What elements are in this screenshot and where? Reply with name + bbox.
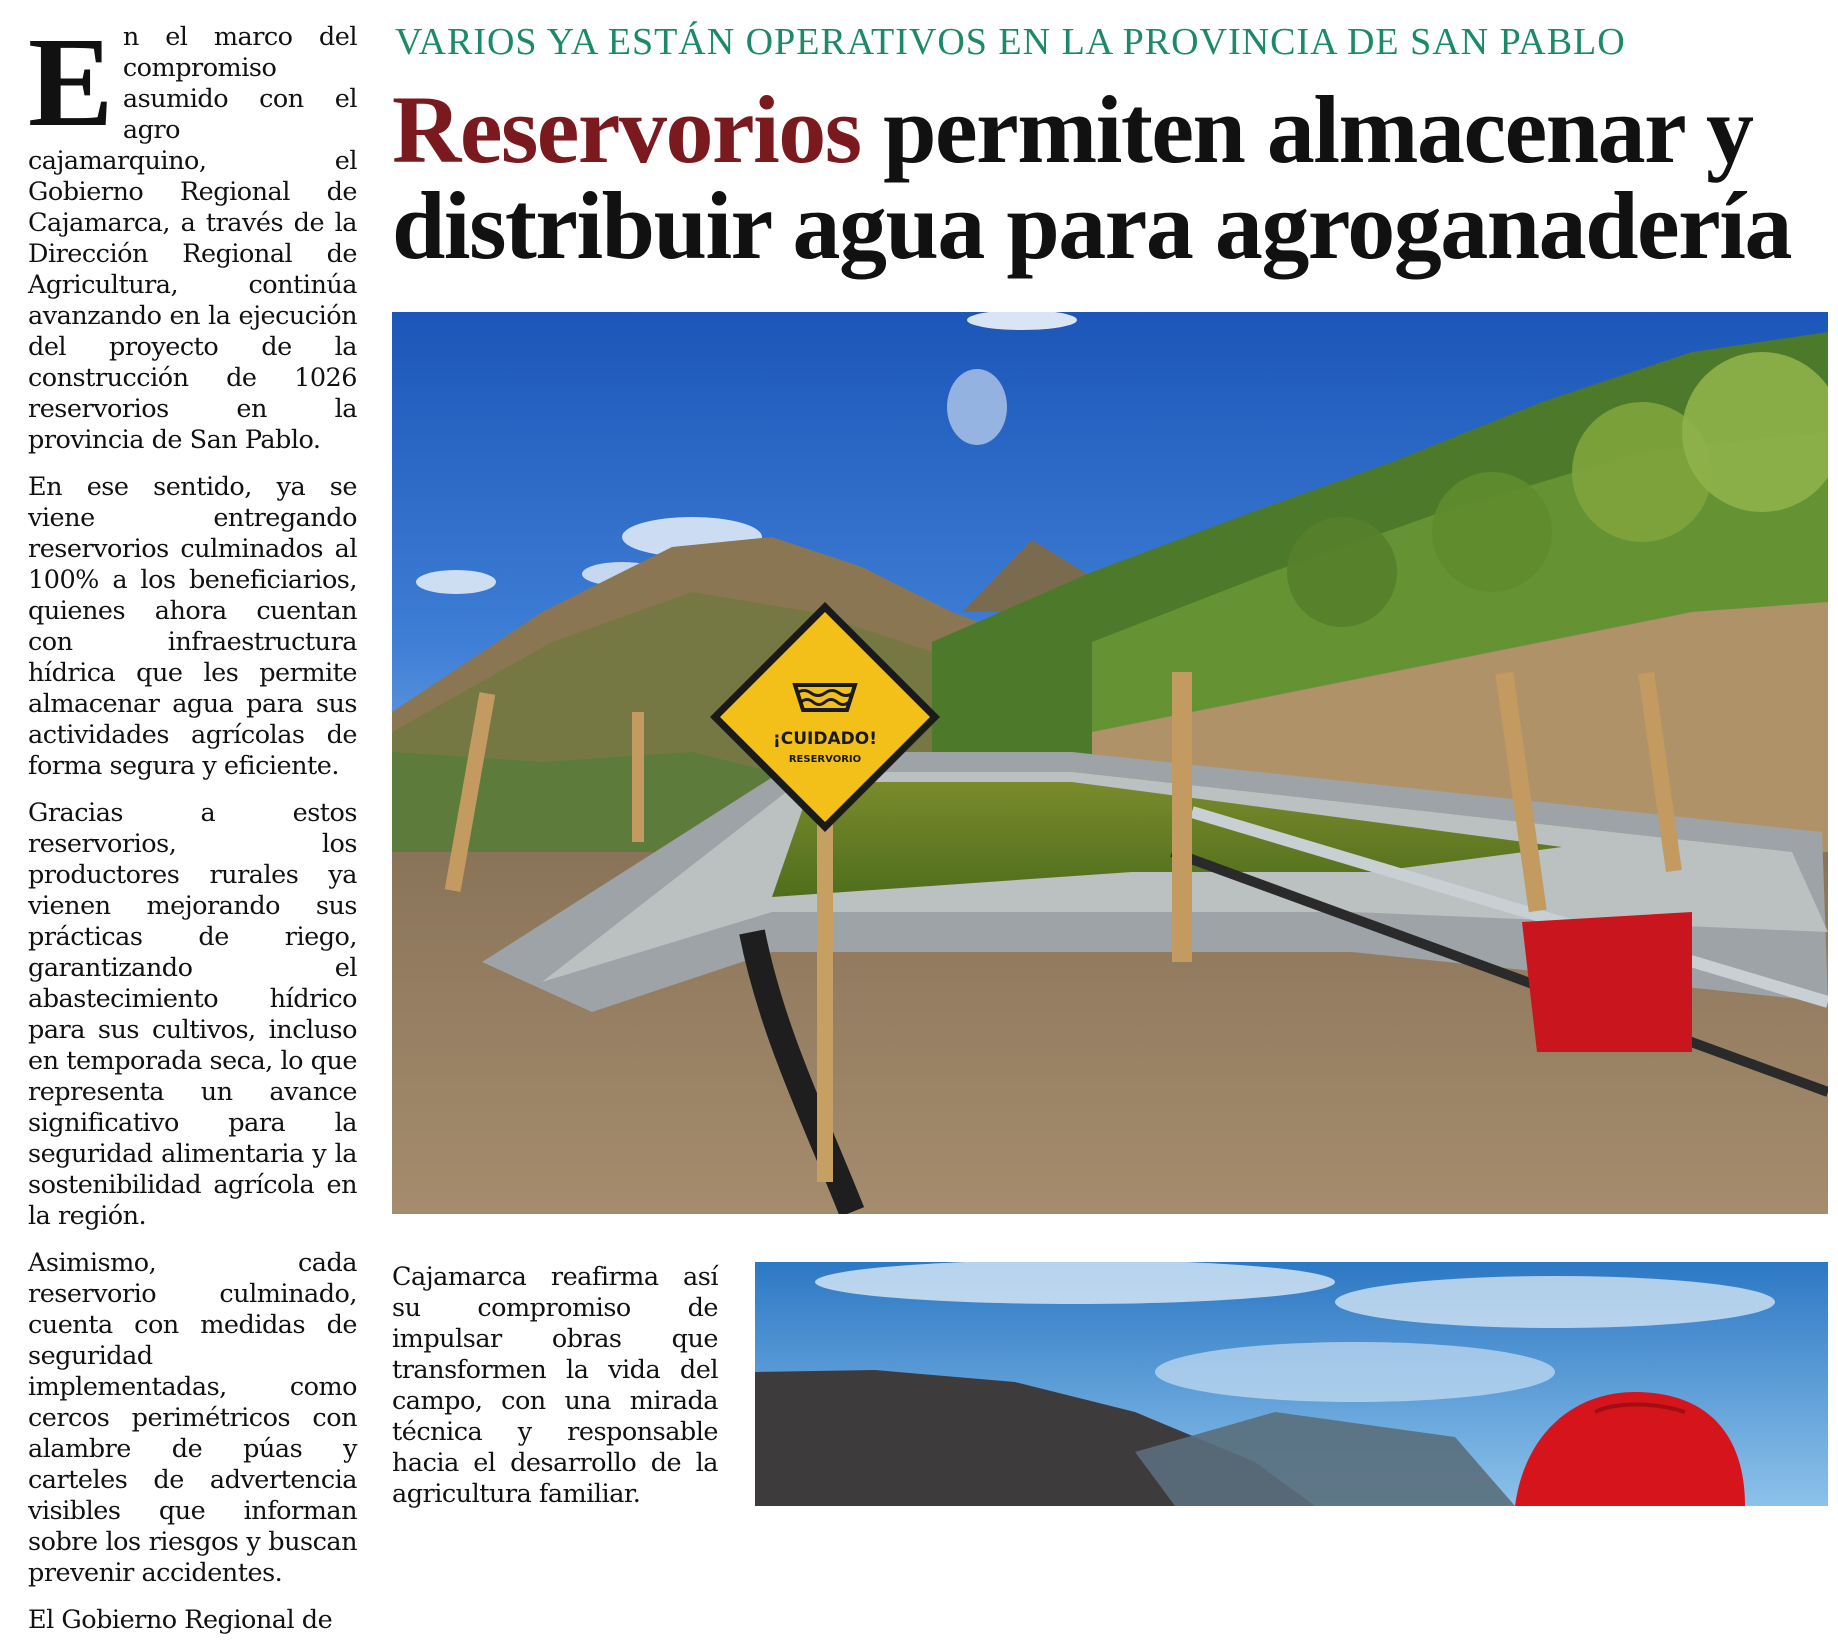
drop-cap: E xyxy=(28,11,113,153)
closing-paragraph-column xyxy=(392,1262,718,1510)
left-article-column xyxy=(28,11,357,1652)
farmer-photo-illustration xyxy=(755,1262,1828,1506)
reservoir-photo-illustration xyxy=(392,312,1828,1214)
sign-line-2: RESERVORIO xyxy=(788,754,862,765)
headline-line-1-rest: permiten almacenar y xyxy=(860,76,1753,183)
paragraph-3: Gracias a estos reservorios, los productores rurales ya vienen mejorando sus prácticas de riego, garantizando el abastecimiento hídrico para sus cultivos, incluso en temporada seca, lo que representa un avance significativo para la seguridad alimentaria y la sostenibilidad agrícola en la región. xyxy=(28,798,357,1231)
fence-post xyxy=(1172,672,1192,962)
red-tank xyxy=(1522,912,1692,1052)
paragraph-1-text: n el marco del compromiso asumido con el agro cajamarquino, el Gobierno Regional de Cajamarca, a través de la Dirección Regional de Agricultura, continúa avanzando en la ejecución del proyecto de la construcción de 1026 reservorios en la provincia de San Pablo. xyxy=(28,22,357,455)
paragraph-1 xyxy=(28,11,357,456)
headline-accent-word: Reservorios xyxy=(392,76,861,183)
article-headline xyxy=(392,76,1832,279)
headline-line-2: distribuir agua para agroganadería xyxy=(392,172,1791,279)
headline-line-1 xyxy=(392,76,1832,183)
article-kicker: VARIOS YA ESTÁN OPERATIVOS EN LA PROVINCIA DE SAN PABLO xyxy=(395,21,1626,63)
paragraph-4: Asimismo, cada reservorio culminado, cuenta con medidas de seguridad implementadas, como cercos perimétricos con alambre de púas y carteles de advertencia visibles que informan sobre los riesgos y buscan prevenir accidentes. xyxy=(28,1248,357,1588)
paragraph-2: En ese sentido, ya se viene entregando reservorios culminados al 100% a los beneficiarios, quienes ahora cuentan con infraestructura hídrica que les permite almacenar agua para sus actividades agrícolas de forma segura y eficiente. xyxy=(28,472,357,781)
farmer-photo xyxy=(755,1262,1828,1506)
reservoir-photo xyxy=(392,312,1828,1214)
sign-line-1: ¡CUIDADO! xyxy=(773,729,877,749)
paragraph-5-partial: El Gobierno Regional de xyxy=(28,1605,333,1635)
closing-paragraph: Cajamarca reafirma así su compromiso de impulsar obras que transformen la vida del campo, con una mirada técnica y responsable hacia el desarrollo de la agricultura familiar. xyxy=(392,1262,718,1509)
